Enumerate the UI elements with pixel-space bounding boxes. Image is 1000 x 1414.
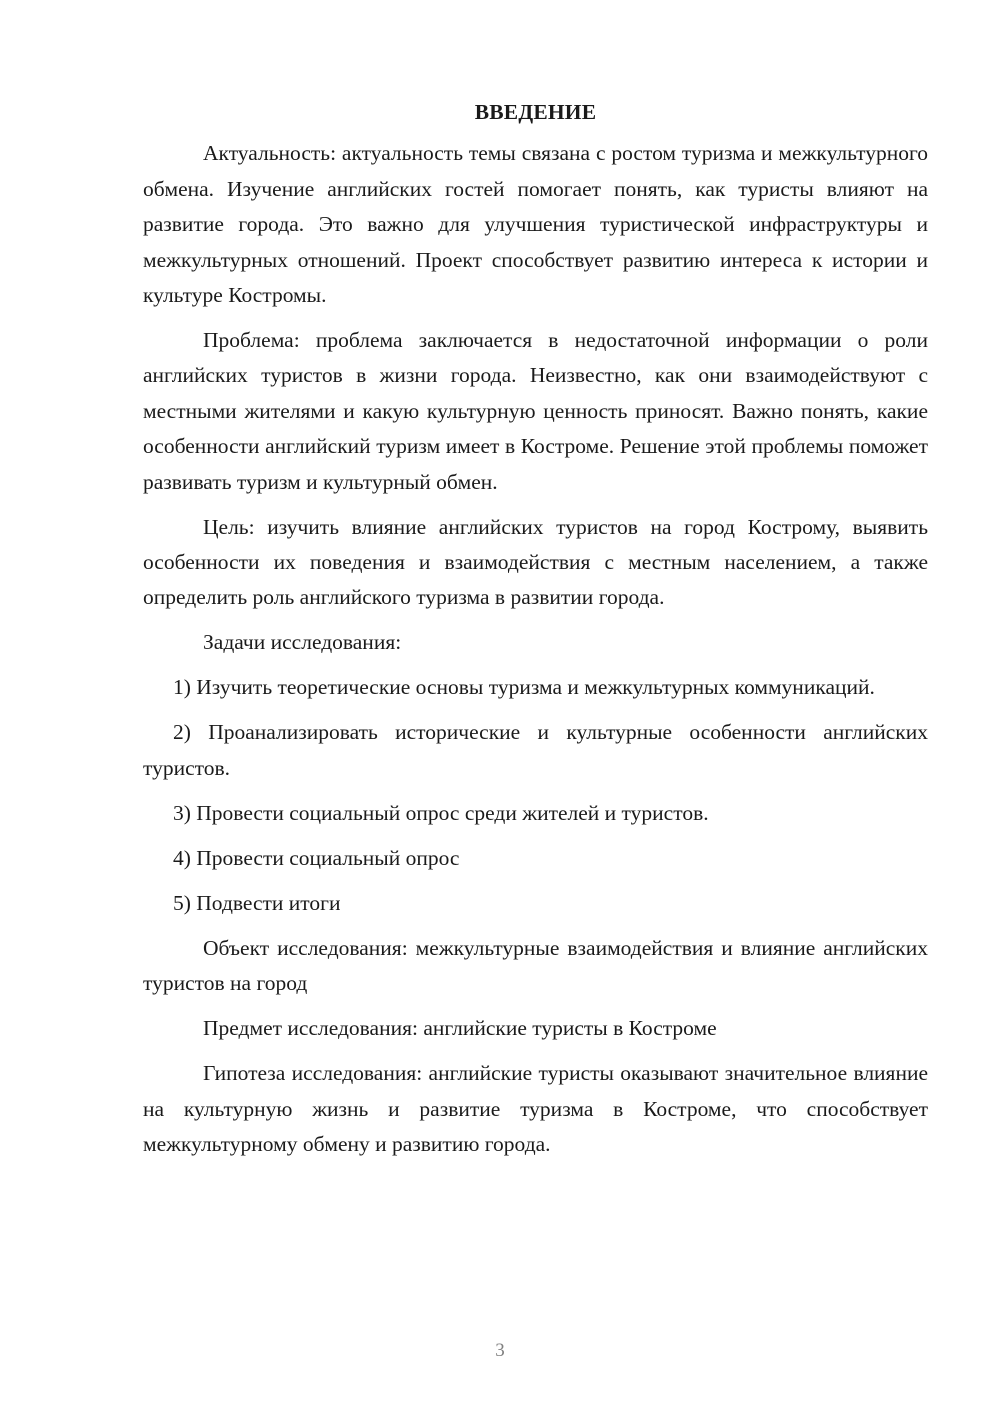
page-number: 3 (495, 1340, 505, 1361)
object-paragraph: Объект исследования: межкультурные взаимодействия и влияние английских туристов на город (143, 935, 928, 996)
tasks-heading: Задачи исследования: (203, 630, 402, 655)
list-item: 2) Проанализировать исторические и культурные особенности английских туристов. (143, 720, 928, 780)
list-item: 1) Изучить теоретические основы туризма и межкультурных коммуникаций. (173, 675, 875, 700)
list-item: 3) Провести социальный опрос среди жителей и туристов. (173, 800, 709, 825)
problem-paragraph: Проблема: проблема заключается в недостаточной информации о роли английских туристов в жизни города. Неизвестно, как они взаимодействуют с местными жителями и какую культурную ценность приносят. Важно понять, какие особенности английский туризм имеет в Костроме. Решение этой проблемы поможет развивать туризм и культурный обмен. (143, 328, 928, 494)
tasks-list (143, 670, 928, 921)
relevance-paragraph: Актуальность: актуальность темы связана с ростом туризма и межкультурного обмена. Изучение английских гостей помогает понять, как туристы влияют на развитие города. Это важно для улучшения туристической инфраструктуры и межкультурных отношений. Проект способствует развитию интереса к истории и культуре Костромы. (143, 141, 928, 308)
goal-paragraph: Цель: изучить влияние английских туристов на город Кострому, выявить особенности их поведения и взаимодействия с местным населением, а также определить роль английского туризма в развитии города. (143, 514, 928, 610)
page-content (143, 95, 928, 1172)
hypothesis-paragraph: Гипотеза исследования: английские туристы оказывают значительное влияние на культурную жизнь и развитие туризма в Костроме, что способствует межкультурному обмену и развитию города. (143, 1061, 928, 1157)
subject-paragraph: Предмет исследования: английские туристы в Костроме (203, 1016, 717, 1041)
list-item: 4) Провести социальный опрос (173, 845, 460, 870)
list-item: 5) Подвести итоги (173, 890, 341, 915)
page-title: ВВЕДЕНИЕ (474, 100, 597, 124)
